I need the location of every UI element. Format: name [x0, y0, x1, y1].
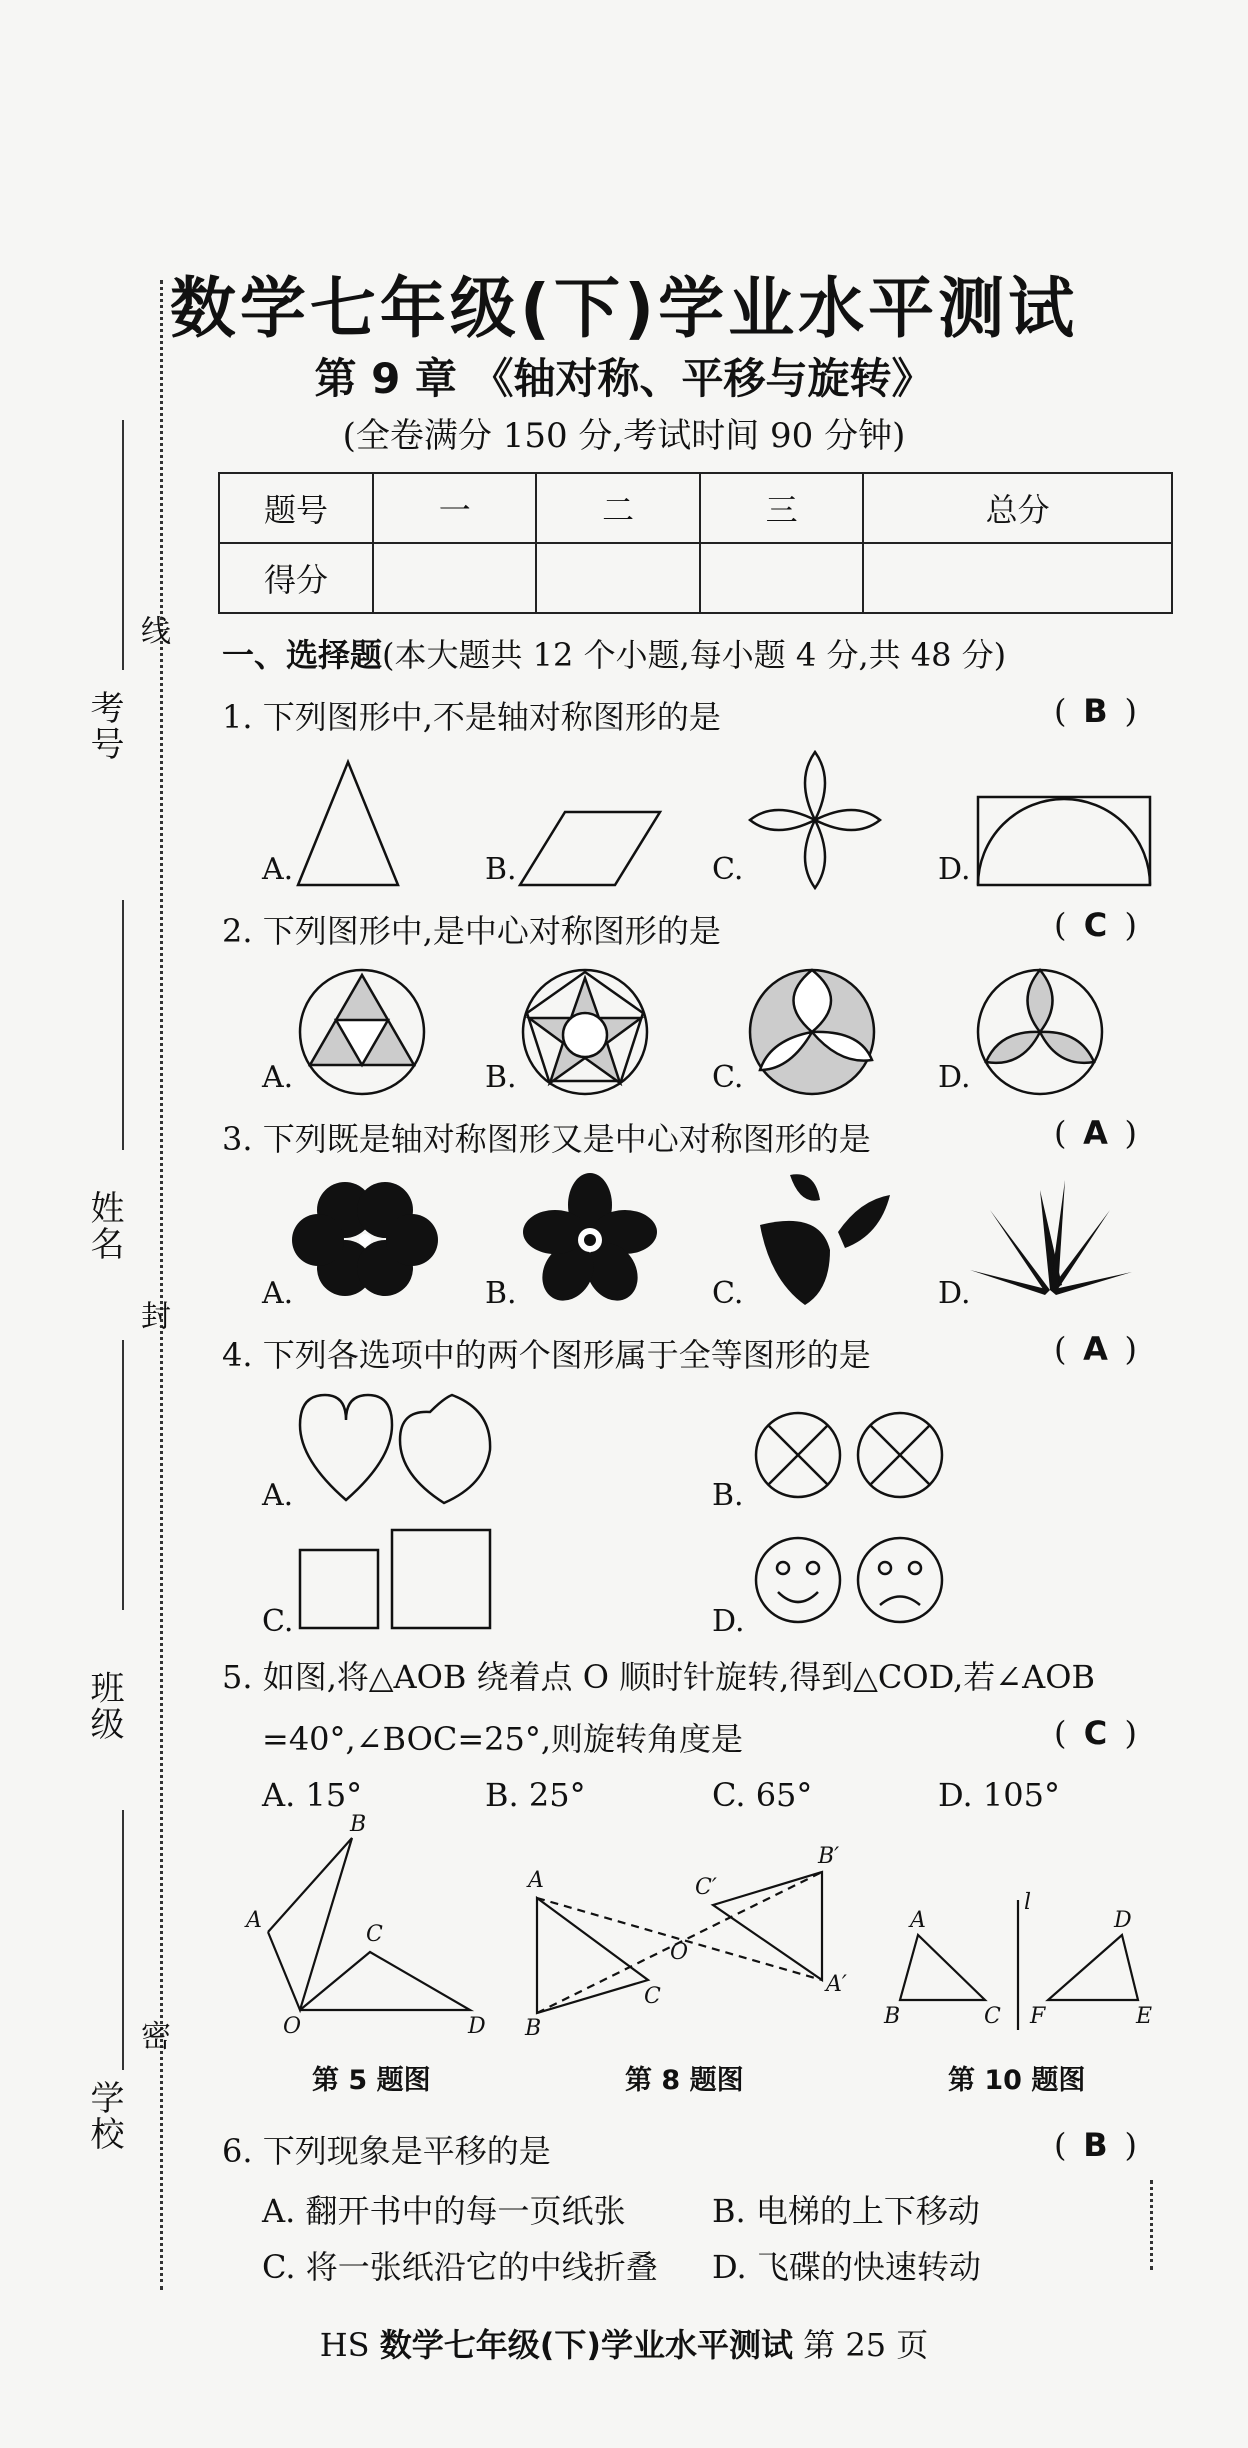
q5-option-d: D. 105°: [938, 1776, 1060, 1814]
point-label: A: [246, 1908, 262, 1933]
option-label-a: A.: [262, 1276, 294, 1311]
answer-letter: A: [1083, 1330, 1108, 1368]
q6-option-d: D. 飞碟的快速转动: [712, 2248, 981, 2286]
figure-10-caption: 第 10 题图: [948, 2065, 1086, 2096]
answer-letter: A: [1083, 1114, 1108, 1152]
footer-page: 第 25 页: [803, 2326, 929, 2364]
option-label-d: D.: [712, 1604, 745, 1639]
point-label: B′: [818, 1844, 840, 1869]
question-6-answer: ( B ): [1054, 2126, 1137, 2164]
mi-label: 密: [135, 2020, 170, 2052]
q6-option-c: C. 将一张纸沿它的中线折叠: [262, 2248, 658, 2286]
footer-prefix: HS: [319, 2326, 370, 2364]
point-label: A: [910, 1908, 926, 1933]
question-3-answer: ( A ): [1054, 1114, 1137, 1152]
banji-label: 班级: [84, 1670, 124, 1742]
option-label-b: B.: [485, 1276, 517, 1311]
option-label-b: B.: [485, 1060, 517, 1095]
score-cell: 三: [700, 473, 863, 543]
question-2-text: 2. 下列图形中,是中心对称图形的是: [222, 912, 721, 950]
exam-note: (全卷满分 150 分,考试时间 90 分钟): [342, 416, 906, 456]
point-label: C: [984, 2004, 1001, 2029]
question-1-answer: ( B ): [1054, 692, 1137, 730]
point-label: C′: [695, 1875, 717, 1900]
point-label: A: [528, 1868, 544, 1893]
figure-10: [900, 1900, 1138, 2030]
question-4-answer: ( A ): [1054, 1330, 1137, 1368]
question-1-text: 1. 下列图形中,不是轴对称图形的是: [222, 698, 721, 736]
option-label-a: A.: [262, 1478, 294, 1513]
score-cell: 总分: [863, 473, 1172, 543]
q5-option-a: A. 15°: [262, 1776, 363, 1814]
question-4-text: 4. 下列各选项中的两个图形属于全等图形的是: [222, 1336, 871, 1374]
option-label-b: B.: [712, 1478, 744, 1513]
question-6-text: 6. 下列现象是平移的是: [222, 2132, 551, 2170]
point-label: A′: [826, 1972, 847, 1997]
option-label-c: C.: [712, 852, 744, 887]
point-label: D: [468, 2014, 486, 2039]
option-label-c: C.: [712, 1276, 744, 1311]
point-label: B: [350, 1812, 367, 1837]
question-2-answer: ( C ): [1054, 906, 1137, 944]
option-label-c: C.: [712, 1060, 744, 1095]
answer-letter: B: [1083, 2126, 1108, 2164]
option-label-a: A.: [262, 1060, 294, 1095]
chapter-subtitle: 第 9 章 《轴对称、平移与旋转》: [314, 354, 934, 403]
point-label: C: [366, 1922, 383, 1947]
q6-option-a: A. 翻开书中的每一页纸张: [262, 2192, 626, 2230]
q5-option-b: B. 25°: [485, 1776, 586, 1814]
question-5-answer: ( C ): [1054, 1714, 1137, 1752]
point-label: E: [1136, 2004, 1153, 2029]
score-cell: 题号: [219, 473, 373, 543]
score-cell: 一: [373, 473, 536, 543]
figure-5-caption: 第 5 题图: [312, 2065, 431, 2096]
point-label: O: [283, 2014, 302, 2039]
point-label: F: [1030, 2004, 1046, 2029]
point-label: B: [525, 2016, 542, 2041]
score-cell: 得分: [219, 543, 373, 613]
answer-letter: C: [1083, 1714, 1108, 1752]
xingming-label: 姓名: [84, 1190, 124, 1262]
q6-option-b: B. 电梯的上下移动: [712, 2192, 980, 2230]
point-label: D: [1114, 1908, 1132, 1933]
question-3-text: 3. 下列既是轴对称图形又是中心对称图形的是: [222, 1120, 871, 1158]
option-label-d: D.: [938, 852, 971, 887]
figure-8-caption: 第 8 题图: [625, 2065, 744, 2096]
option-label-b: B.: [485, 852, 517, 887]
page-footer: [0, 2320, 1248, 2366]
section-desc: (本大题共 12 个小题,每小题 4 分,共 48 分): [382, 636, 1007, 674]
section-label: 一、选择题: [222, 636, 383, 674]
xuexiao-label: 学校: [84, 2080, 124, 2152]
point-label: l: [1024, 1890, 1032, 1915]
page-title: 数学七年级(下)学业水平测试: [169, 270, 1079, 347]
xian-label: 线: [135, 615, 170, 647]
point-label: C: [644, 1984, 661, 2009]
question-5-line2: =40°,∠BOC=25°,则旋转角度是: [262, 1720, 744, 1758]
q5-option-c: C. 65°: [712, 1776, 813, 1814]
option-label-a: A.: [262, 852, 294, 887]
kaohao-label: 考号: [84, 690, 124, 762]
question-5-line1: 5. 如图,将△AOB 绕着点 O 顺时针旋转,得到△COD,若∠AOB: [222, 1658, 1095, 1696]
point-label: O: [670, 1940, 689, 1965]
option-label-d: D.: [938, 1276, 971, 1311]
footer-title: 数学七年级(下)学业水平测试: [379, 2326, 793, 2364]
feng-label: 封: [135, 1300, 170, 1332]
point-label: B: [884, 2004, 901, 2029]
answer-letter: B: [1083, 692, 1108, 730]
option-label-d: D.: [938, 1060, 971, 1095]
option-label-c: C.: [262, 1604, 294, 1639]
answer-letter: C: [1083, 906, 1108, 944]
score-cell: 二: [536, 473, 699, 543]
